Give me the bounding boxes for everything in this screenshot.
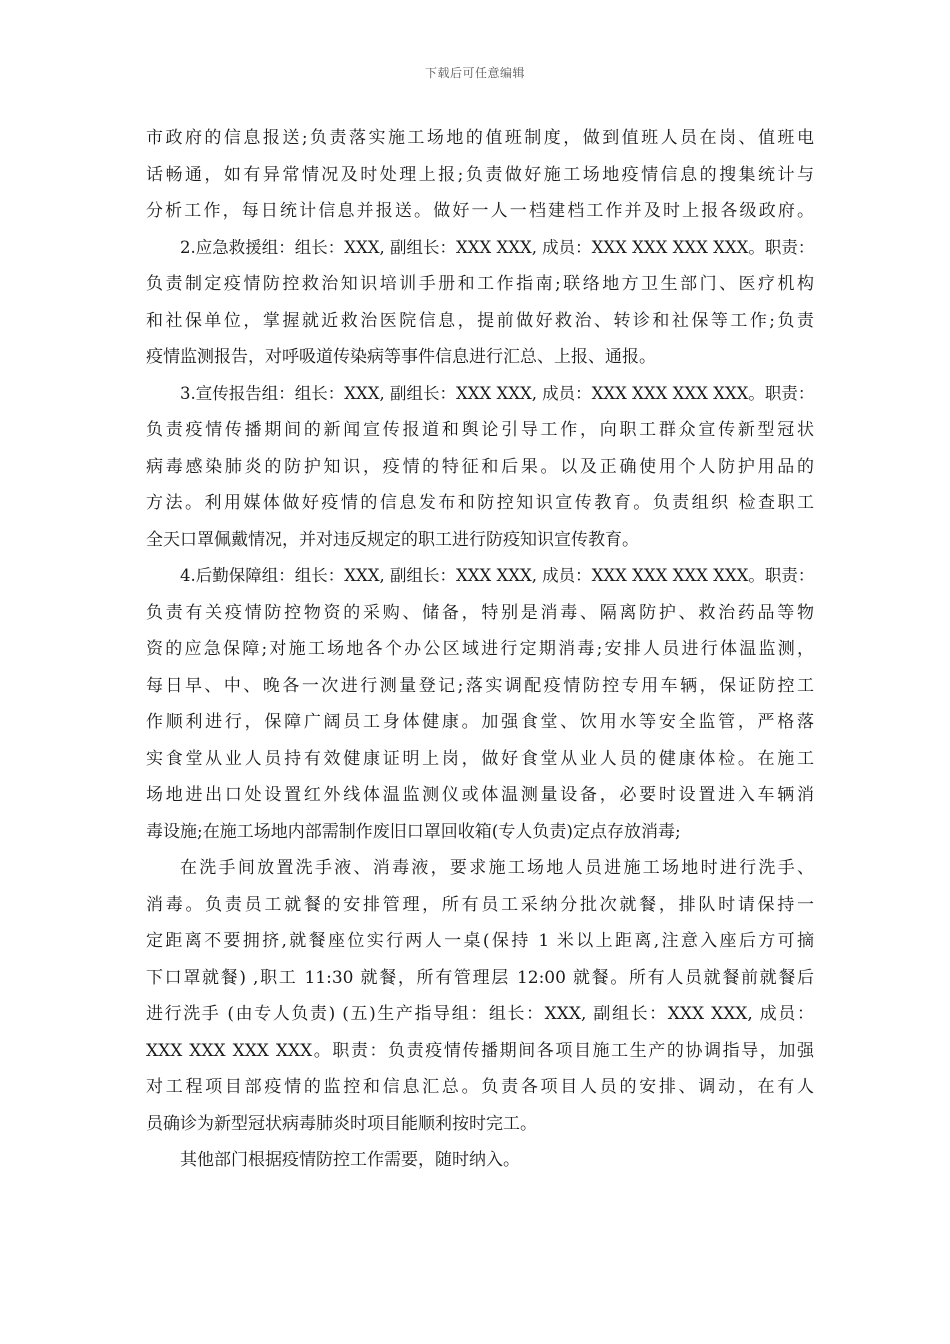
text-line: 资的应急保障;对施工场地各个办公区域进行定期消毒;安排人员进行体温监测， [146,639,814,659]
text-line: 每日早、中、晚各一次进行测量登记;落实调配疫情防控专用车辆，保证防控工 [146,675,814,696]
text-line: 消毒。负责员工就餐的安排管理，所有员工采纳分批次就餐，排队时请保持一 [146,894,814,915]
text-line: 和社保单位，掌握就近救治医院信息，提前做好救治、转诊和社保等工作;负责 [146,310,814,331]
text-line: 分析工作，每日统计信息并报送。做好一人一档建档工作并及时上报各级政府。 [146,201,814,221]
text-line: 负责疫情传播期间的新闻宣传报道和舆论引导工作，向职工群众宣传新型冠状 [146,420,814,440]
text-line: 场地进出口处设置红外线体温监测仪或体温测量设备，必要时设置进入车辆消 [146,785,814,805]
text-line: 进行洗手 (由专人负责) (五)生产指导组：组长：XXX, 副组长：XXX XXX, 成员： [146,1004,814,1024]
text-line: 2.应急救援组：组长：XXX, 副组长：XXX XXX, 成员：XXX XXX XXX XXX。职责： [180,237,815,257]
text-line: 3.宣传报告组：组长：XXX, 副组长：XXX XXX, 成员：XXX XXX XXX XXX。职责： [180,383,815,403]
text-line: 员确诊为新型冠状病毒肺炎时项目能顺利按时完工。 [146,1113,537,1134]
text-line: 市政府的信息报送;负责落实施工场地的值班制度，做到值班人员在岗、值班电 [146,128,814,148]
text-line: 4.后勤保障组：组长：XXX, 副组长：XXX XXX, 成员：XXX XXX XXX XXX。职责： [180,566,815,585]
text-line: 话畅通，如有异常情况及时处理上报;负责做好施工场地疫情信息的搜集统计与 [146,164,814,185]
text-line: 定距离不要拥挤,就餐座位实行两人一桌(保持 1 米以上距离,注意入座后方可摘 [146,931,814,951]
text-line: XXX XXX XXX XXX。职责：负责疫情传播期间各项目施工生产的协调指导，加强 [146,1040,814,1061]
text-line: 负责有关疫情防控物资的采购、储备，特别是消毒、隔离防护、救治药品等物 [146,602,814,623]
text-line: 下口罩就餐) ,职工 11:30 就餐，所有管理层 12:00 就餐。所有人员就餐前就餐后 [146,967,814,988]
text-line: 方法。利用媒体做好疫情的信息发布和防控知识宣传教育。负责组织 检查职工 [146,493,814,513]
text-line: 其他部门根据疫情防控工作需要，随时纳入。 [180,1150,520,1170]
text-line: 病毒感染肺炎的防护知识，疫情的特征和后果。以及正确使用个人防护用品的 [146,456,814,477]
text-line: 作顺利进行，保障广阔员工身体健康。加强食堂、饮用水等安全监管，严格落 [146,712,814,732]
text-line: 对工程项目部疫情的监控和信息汇总。负责各项目人员的安排、调动，在有人 [146,1077,814,1097]
text-line: 负责制定疫情防控救治知识培训手册和工作指南;联络地方卫生部门、医疗机构 [146,274,814,294]
text-line: 在洗手间放置洗手液、消毒液，要求施工场地人员进施工场地时进行洗手、 [180,858,814,878]
text-line: 疫情监测报告，对呼吸道传染病等事件信息进行汇总、上报、通报。 [146,347,656,367]
text-line: 全天口罩佩戴情况，并对违反规定的职工进行防疫知识宣传教育。 [146,529,639,550]
page-header: 下载后可任意编辑 [424,66,525,80]
document-body [146,120,814,1179]
text-line: 毒设施;在施工场地内部需制作废旧口罩回收箱(专人负责)定点存放消毒; [146,821,681,842]
text-line: 实食堂从业人员持有效健康证明上岗，做好食堂从业人员的健康体检。在施工 [146,748,814,769]
